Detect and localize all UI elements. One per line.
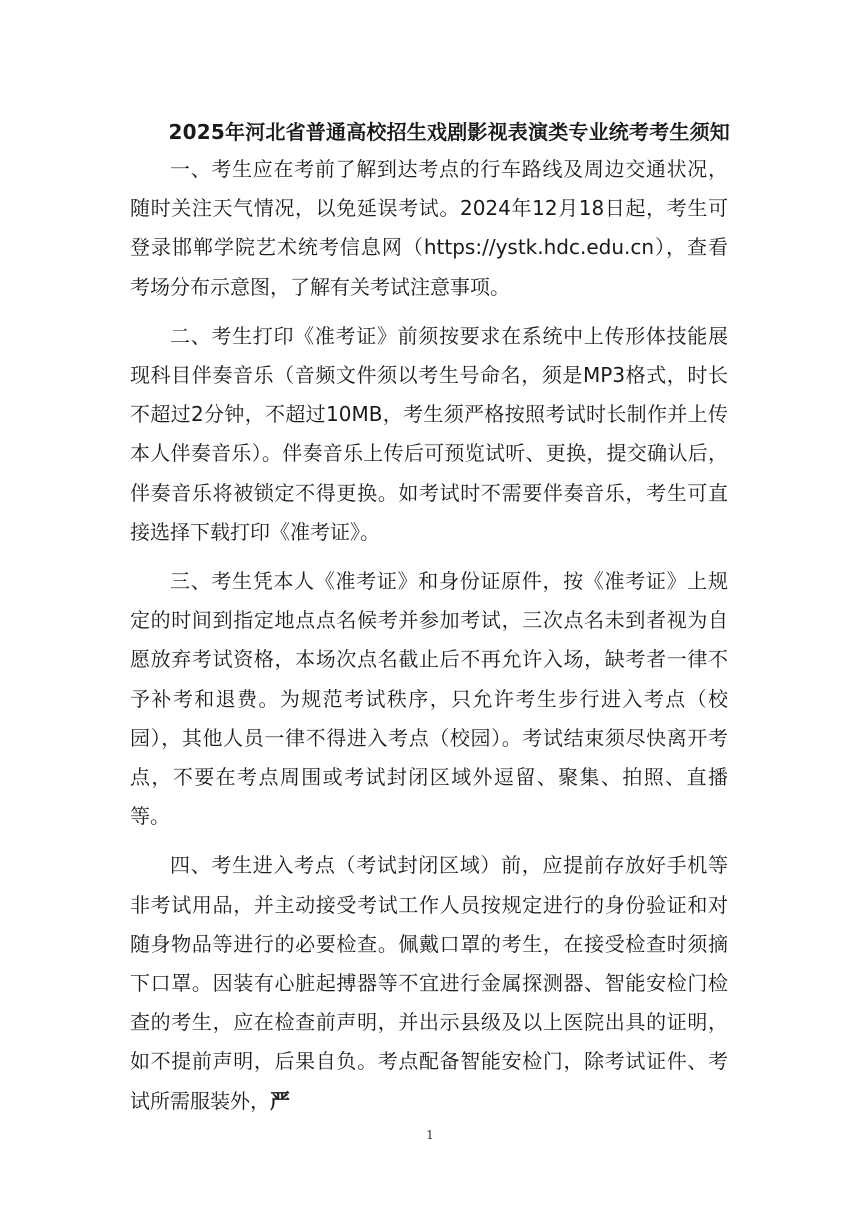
paragraph-4-bold-tail: 严: [270, 1088, 290, 1113]
paragraph-2: 二、考生打印《准考证》前须按要求在系统中上传形体技能展现科目伴奏音乐（音频文件须以考生号命名，须是MP3格式，时长不超过2分钟，不超过10MB，考生须严格按照考试时长制作并上传本人伴奏音乐）。伴奏音乐上传后可预览试听、更换，提交确认后，伴奏音乐将被锁定不得更换。如考试时不需要伴奏音乐，考生可直接选择下载打印《准考证》。: [130, 323, 728, 544]
paragraph-3: 三、考生凭本人《准考证》和身份证原件，按《准考证》上规定的时间到指定地点点名候考并参加考试，三次点名未到者视为自愿放弃考试资格，本场次点名截止后不再允许入场，缺考者一律不予补考和退费。为规范考试秩序，只允许考生步行进入考点（校园），其他人员一律不得进入考点（校园）。考试结束须尽快离开考点，不要在考点周围或考试封闭区域外逗留、聚集、拍照、直播等。: [130, 569, 728, 829]
paragraph-4-text: 四、考生进入考点（考试封闭区域）前，应提前存放好手机等非考试用品，并主动接受考试工作人员按规定进行的身份验证和对随身物品等进行的必要检查。佩戴口罩的考生，在接受检查时须摘下口罩。因装有心脏起搏器等不宜进行金属探测器、智能安检门检查的考生，应在检查前声明，并出示县级及以上医院出具的证明，如不提前声明，后果自负。考点配备智能安检门，除考试证件、考试所需服装外，: [130, 853, 728, 1113]
document-title: 2025年河北省普通高校招生戏剧影视表演类专业统考考生须知: [168, 120, 730, 144]
document-body: [130, 150, 728, 1131]
paragraph-4: [130, 846, 728, 1120]
paragraph-1: 一、考生应在考前了解到达考点的行车路线及周边交通状况，随时关注天气情况，以免延误考试。2024年12月18日起，考生可登录邯郸学院艺术统考信息网（https://ystk.hdc.edu.cn），查看考场分布示意图，了解有关考试注意事项。: [130, 157, 728, 299]
page-number: 1: [426, 1128, 434, 1142]
